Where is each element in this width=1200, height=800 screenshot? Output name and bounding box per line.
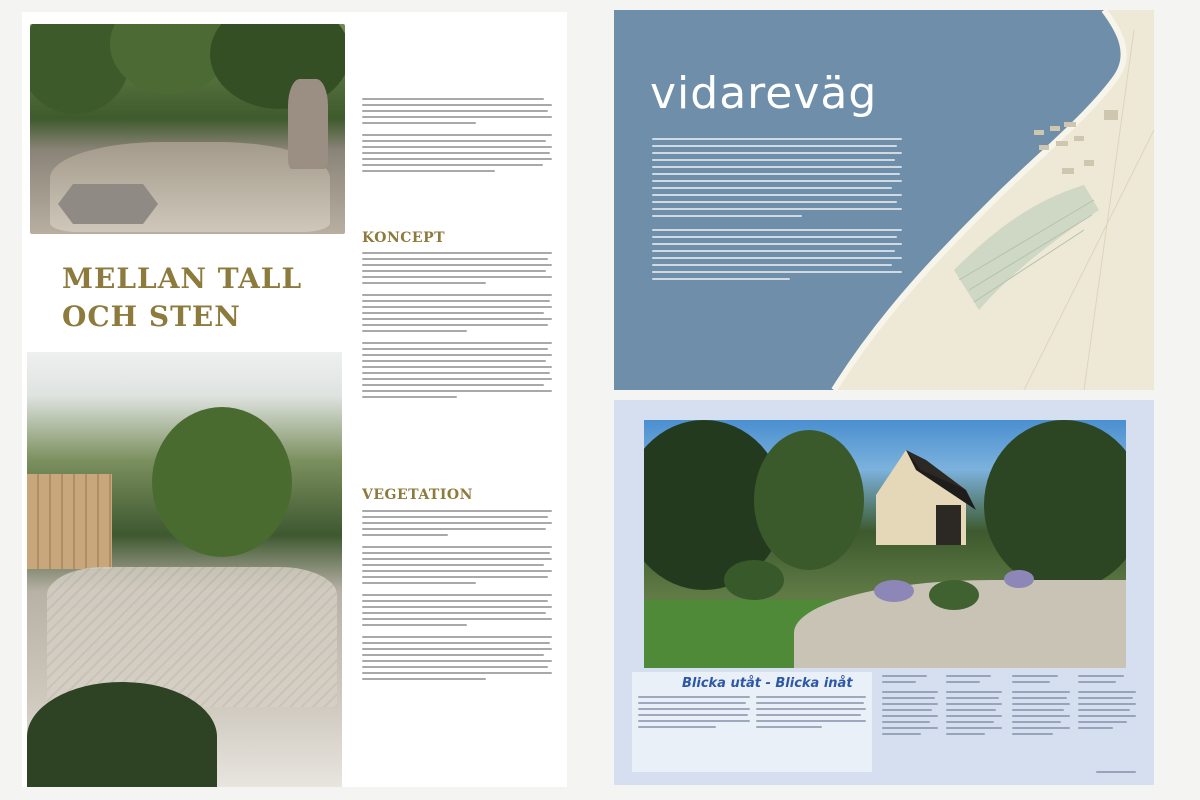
title-line-2: OCH STEN	[62, 300, 241, 333]
lavender-plant	[1004, 570, 1034, 588]
pine-tree	[754, 430, 864, 570]
section-heading-koncept: KONCEPT	[362, 230, 446, 246]
map-description-text	[652, 138, 902, 285]
lavender-plant	[874, 580, 914, 602]
vegetation-text-block	[362, 510, 552, 684]
shrub	[929, 580, 979, 610]
page-title	[62, 260, 332, 336]
plant-column-3	[1012, 675, 1070, 739]
intro-text-block	[362, 98, 552, 176]
church-building	[866, 450, 976, 550]
tree-canopy	[152, 407, 292, 557]
wooden-fence	[27, 474, 112, 569]
pine-tree	[984, 420, 1126, 590]
poster-caption-box	[632, 672, 872, 772]
courtyard-photo-top	[30, 24, 345, 234]
poster-footnote	[1096, 771, 1136, 777]
poster-subtitle: Blicka utåt - Blicka inåt	[682, 676, 853, 691]
shrub	[724, 560, 784, 600]
standing-rock	[288, 79, 328, 169]
hexagonal-stone	[58, 184, 158, 224]
caption-text-right	[756, 696, 866, 732]
map-title: vidareväg	[650, 68, 878, 119]
title-line-1: MELLAN TALL	[62, 262, 303, 295]
site-map-panel	[614, 10, 1154, 390]
koncept-text-block	[362, 252, 552, 402]
design-poster	[614, 400, 1154, 785]
section-heading-vegetation: VEGETATION	[362, 487, 473, 503]
garden-render-image	[644, 420, 1126, 668]
plant-column-4	[1078, 675, 1136, 733]
caption-text-left	[638, 696, 750, 732]
plant-column-2	[946, 675, 1002, 739]
garden-photo-bottom	[27, 352, 342, 787]
plant-column-1	[882, 675, 938, 739]
foreground-shrub	[27, 682, 217, 787]
